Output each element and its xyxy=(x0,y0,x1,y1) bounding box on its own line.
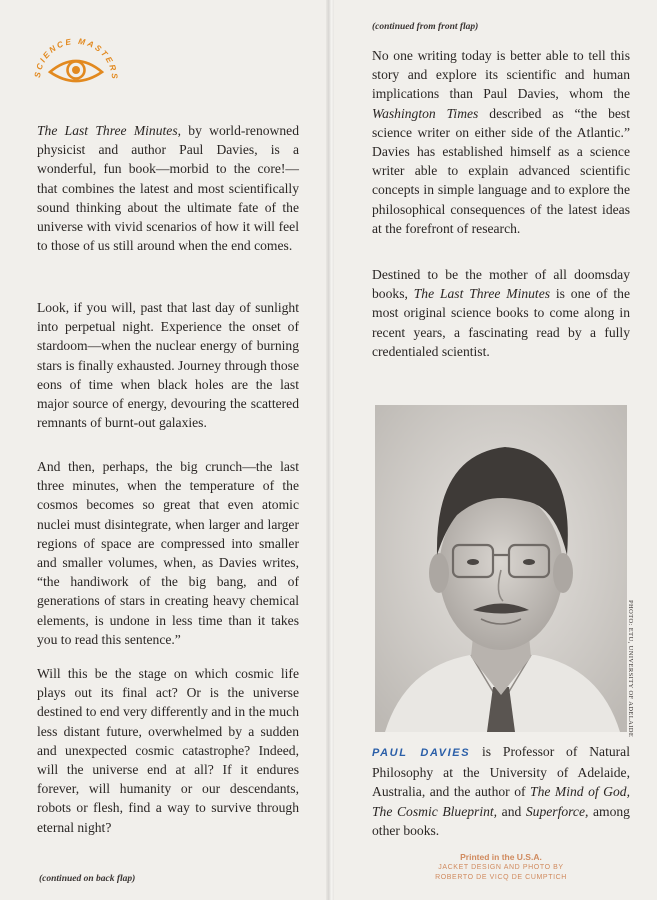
designer-credit: ROBERTO DE VICQ DE CUMPTICH xyxy=(435,874,567,881)
svg-text:SCIENCE MASTERS xyxy=(33,37,119,81)
paragraph-big-crunch: And then, perhaps, the big crunch—the last three minutes, when the temperature of the cosmos becomes so great that even atomic nuclei must disintegrate, when larger and larger regions of space are compressed into smaller and smaller volumes, when, as Davies writes, “the handiwork of the big bang, and of generations of stars in creating heavy chemical elements, is undone in less time than it takes you to read this sentence.” xyxy=(37,459,299,647)
paragraph-doomsday: Destined to be the mother of all doomsday books, The Last Three Minutes is one of the most original science books to come along in recent years, a fascinating read by a fully credentialed scientist. xyxy=(372,267,631,359)
continued-note: (continued on back flap) xyxy=(39,874,136,884)
paragraph-final-act: Will this be the stage on which cosmic life plays out its final act? Or is the universe destined to end very differently and in the much less distant future, overwhelmed by a sudden and unexpected cosmic catastrophe? Indeed, will the universe end at all? If it endures forever, will humanity or our descendants, robots or flesh, find a way to survive through eternal night? xyxy=(37,666,299,835)
continued-header: (continued from front flap) xyxy=(372,22,479,32)
paragraph-writer: No one writing today is better able to tell this story and explore its scientific and human implications than Paul Davies, whom the Washington Times described as “the best science writer on either side of the Atlantic.” Davies has established himself as a science writer able to explain advanced scientific concepts in simple language and to explore the philosophical consequences of the latest ideas at the forefront of research. xyxy=(372,48,630,236)
author-bio: PAUL DAVIES is Professor of Natural Philosophy at the University of Adelaide, Australia, and the author of The Mind of God, The Cosmic Blueprint, and Superforce, among other books. xyxy=(372,744,630,838)
printed-in: Printed in the U.S.A. xyxy=(460,852,542,862)
paragraph-intro: The Last Three Minutes, by world-renowned physicist and author Paul Davies, is a wonderful, fun book—morbid to the core!—that combines the latest and most scientifically sound thinking about the ultimate fate of the universe with vivid scenarios of how it will feel to those of us still around when the end comes. xyxy=(37,123,299,254)
paragraph-sunlight: Look, if you will, past that last day of sunlight into perpetual night. Experience the onset of stardoom—when the nuclear energy of burning stars is finally exhausted. Journey through those eons of time when black holes are the last major source of energy, devouring the scattered remnants of burnt-out galaxies. xyxy=(37,300,299,431)
logo-text: SCIENCE MASTERS xyxy=(32,36,120,82)
eye-icon xyxy=(50,61,102,81)
science-masters-logo xyxy=(30,32,122,102)
photo-credit: PHOTO: ETU, UNIVERSITY OF ADELAIDE xyxy=(627,600,634,738)
jacket-credit: JACKET DESIGN AND PHOTO BY xyxy=(438,864,564,871)
author-photo xyxy=(375,405,627,732)
author-name: PAUL DAVIES xyxy=(372,747,471,759)
fold-line xyxy=(326,0,334,900)
